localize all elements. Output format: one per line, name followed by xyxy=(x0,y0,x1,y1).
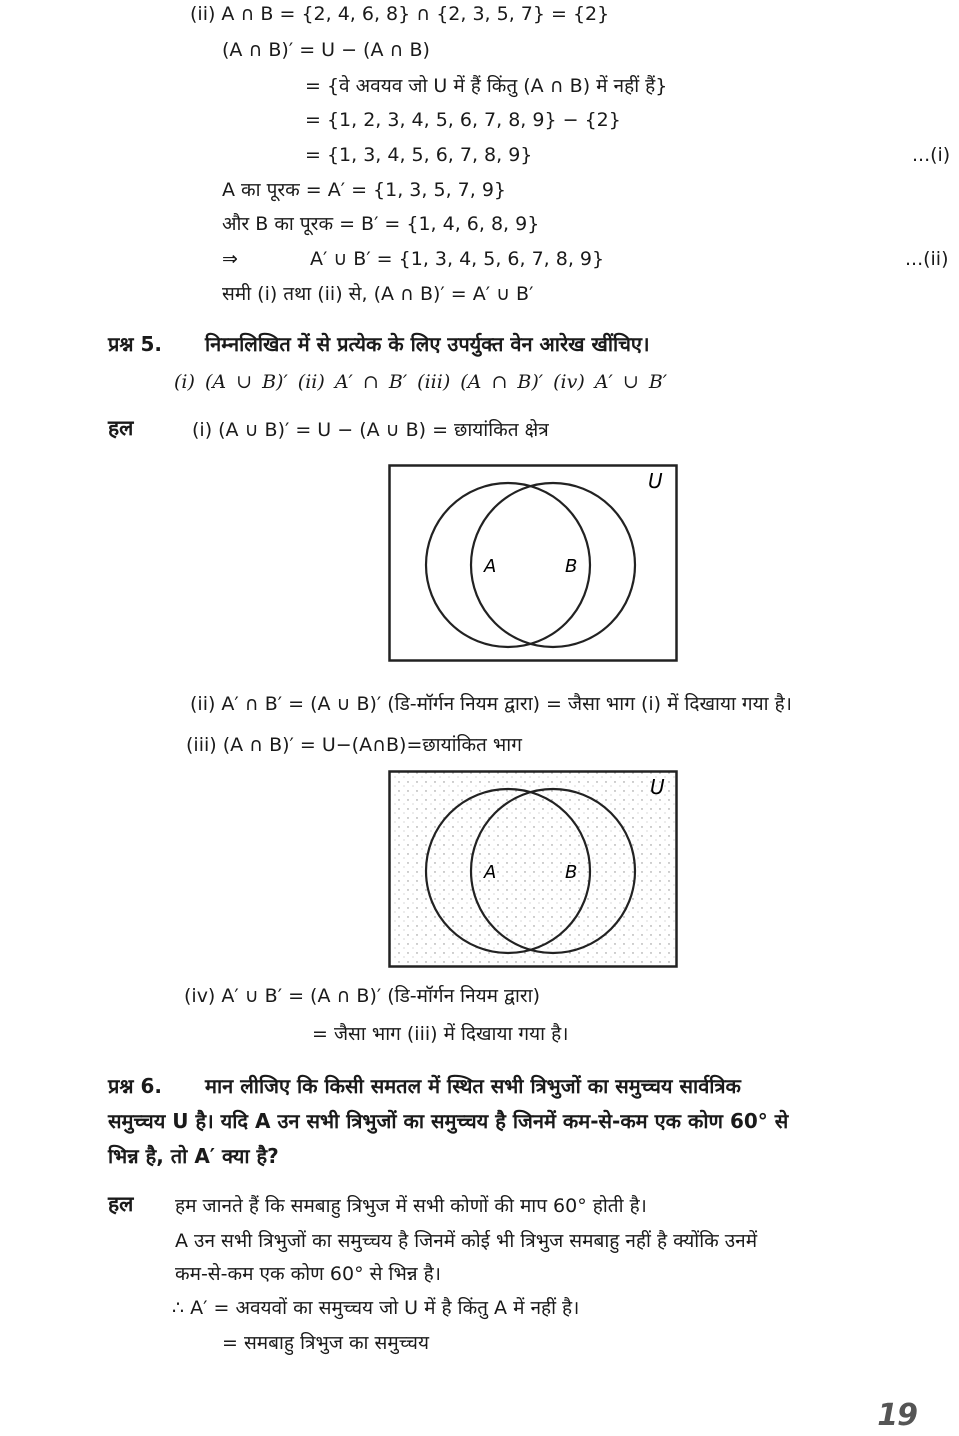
line-a-complement: A का पूरक = A′ = {1, 3, 5, 7, 9} xyxy=(222,179,506,201)
venn1-set-b-label: B xyxy=(565,556,578,577)
question-6-label: प्रश्न 6. xyxy=(108,1074,162,1098)
line-b-complement: और B का पूरक = B′ = {1, 4, 6, 8, 9} xyxy=(222,213,540,235)
solution-5-part-i: (i) (A ∪ B)′ = U − (A ∪ B) = छायांकित क्षेत्र xyxy=(192,419,549,441)
solution-5-label: हल xyxy=(108,416,134,440)
solution-5-part-ii: (ii) A′ ∩ B′ = (A ∪ B)′ (डि-मॉर्गन नियम द्वारा) = जैसा भाग (i) में दिखाया गया है। xyxy=(190,693,792,715)
line-complement-def: (A ∩ B)′ = U − (A ∩ B) xyxy=(222,39,430,61)
venn-diagram-2 xyxy=(388,770,680,970)
line-elements-desc: = {वे अवयव जो U में हैं किंतु (A ∩ B) में नहीं हैं} xyxy=(305,75,668,97)
venn2-universal-label: U xyxy=(650,775,665,799)
solution-5-part-iv-cont: = जैसा भाग (iii) में दिखाया गया है। xyxy=(312,1023,569,1045)
page-number: 19 xyxy=(877,1398,917,1433)
implies-arrow: ⇒ xyxy=(222,248,238,270)
solution-5-part-iii: (iii) (A ∩ B)′ = U−(A∩B)=छायांकित भाग xyxy=(186,734,522,756)
solution-6-line-5: = समबाहु त्रिभुज का समुच्चय xyxy=(222,1332,429,1354)
venn2-set-b-label: B xyxy=(565,862,578,883)
solution-5-part-iv: (iv) A′ ∪ B′ = (A ∩ B)′ (डि-मॉर्गन नियम द्वारा) xyxy=(184,985,540,1007)
venn2-set-a-label: A xyxy=(484,862,497,883)
question-6-line-3: भिन्न है, तो A′ क्या है? xyxy=(108,1144,279,1168)
venn1-universal-label: U xyxy=(648,469,663,493)
question-5-label: प्रश्न 5. xyxy=(108,332,162,356)
line-conclusion: समी (i) तथा (ii) से, (A ∩ B)′ = A′ ∪ B′ xyxy=(222,283,534,305)
venn-diagram-1 xyxy=(388,464,680,664)
line-result-i: = {1, 3, 4, 5, 6, 7, 8, 9} xyxy=(305,144,533,166)
solution-6-label: हल xyxy=(108,1192,134,1216)
question-6-line-1: मान लीजिए कि किसी समतल में स्थित सभी त्रिभुजों का समुच्चय सार्वत्रिक xyxy=(205,1074,741,1098)
line-set-difference: = {1, 2, 3, 4, 5, 6, 7, 8, 9} − {2} xyxy=(305,109,621,131)
equation-tag-ii: ...(ii) xyxy=(905,248,949,270)
solution-6-line-2: A उन सभी त्रिभुजों का समुच्चय है जिनमें कोई भी त्रिभुज समबाहु नहीं है क्योंकि उनमें xyxy=(175,1230,758,1252)
equation-tag-i: ...(i) xyxy=(912,144,951,166)
solution-6-line-3: कम-से-कम एक कोण 60° से भिन्न है। xyxy=(175,1263,441,1285)
question-5-text: निम्नलिखित में से प्रत्येक के लिए उपर्युक्त वेन आरेख खींचिए। xyxy=(205,332,650,356)
question-6-line-2: समुच्चय U है। यदि A उन सभी त्रिभुजों का समुच्चय है जिनमें कम-से-कम एक कोण 60° से xyxy=(108,1109,789,1133)
line-ii-intersection: (ii) A ∩ B = {2, 4, 6, 8} ∩ {2, 3, 5, 7} = {2} xyxy=(190,3,610,25)
line-union-complements: A′ ∪ B′ = {1, 3, 4, 5, 6, 7, 8, 9} xyxy=(310,248,605,270)
solution-6-line-1: हम जानते हैं कि समबाहु त्रिभुज में सभी कोणों की माप 60° होती है। xyxy=(175,1195,647,1217)
venn1-set-a-label: A xyxy=(484,556,497,577)
question-5-parts: (i) (A ∪ B)′ (ii) A′ ∩ B′ (iii) (A ∩ B)′ (iv) A′ ∪ B′ xyxy=(174,371,668,393)
solution-6-line-4: ∴ A′ = अवयवों का समुच्चय जो U में है किंतु A में नहीं है। xyxy=(172,1297,580,1319)
